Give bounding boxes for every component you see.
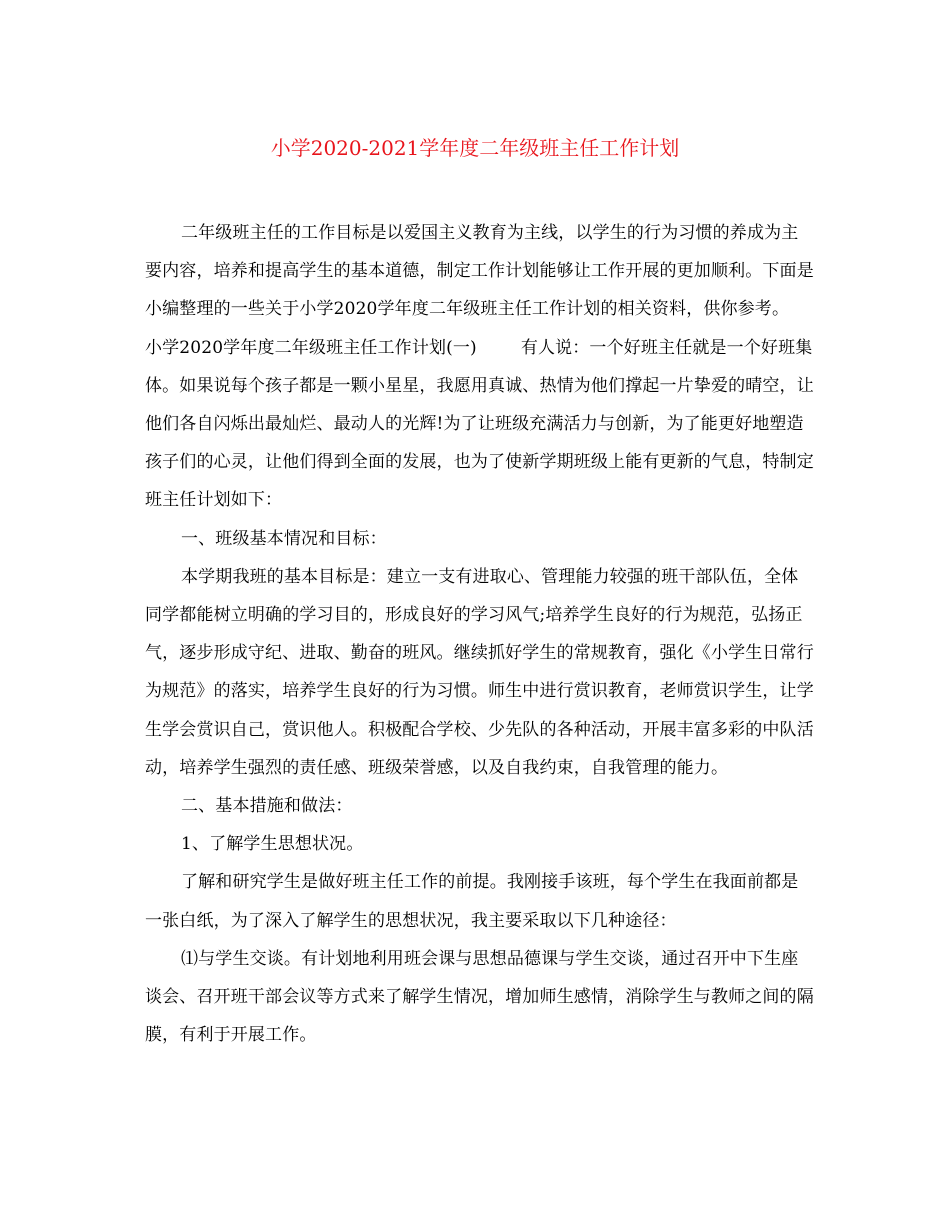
plan-intro: 有人说：一个好班主任就是一个好班集体。如果说每个孩子都是一颗小星星，我愿用真诚、热情为他们撑起一片挚爱的晴空，让他们各自闪烁出最灿烂、最动人的光辉!为了让班级充满活力与创新，为了能更好地塑造孩子们的心灵，让他们得到全面的发展，也为了使新学期班级上能有更新的气息，特制定班主任计划如下： xyxy=(145,337,814,511)
document-title: 小学2020-2021学年度二年级班主任工作计划 xyxy=(270,136,680,160)
section1-body: 本学期我班的基本目标是：建立一支有进取心、管理能力较强的班干部队伍，全体同学都能树立明确的学习目的，形成良好的学习风气;培养学生良好的行为规范，弘扬正气，逐步形成守纪、进取、勤奋的班风。继续抓好学生的常规教育，强化《小学生日常行为规范》的落实，培养学生良好的行为习惯。师生中进行赏识教育，老师赏识学生，让学生学会赏识自己，赏识他人。积极配合学校、少先队的各种活动，开展丰富多彩的中队活动，培养学生强烈的责任感、班级荣誉感，以及自我约束，自我管理的能力。 xyxy=(145,566,814,778)
item1-body: 了解和研究学生是做好班主任工作的前提。我刚接手该班，每个学生在我面前都是一张白纸，为了深入了解学生的思想状况，我主要采取以下几种途径： xyxy=(145,872,799,931)
plan-heading: 小学2020学年度二年级班主任工作计划(一) xyxy=(145,337,477,358)
section2-heading: 二、基本措施和做法： xyxy=(181,796,353,817)
item1-sub1: ⑴与学生交谈。有计划地利用班会课与思想品德课与学生交谈，通过召开中下生座谈会、召开班干部会议等方式来了解学生情况，增加师生感情，消除学生与教师之间的隔膜，有利于开展工作。 xyxy=(145,948,814,1046)
document-body xyxy=(145,214,815,1054)
plan-paragraph xyxy=(145,329,815,520)
section1-heading: 一、班级基本情况和目标： xyxy=(181,528,387,549)
item1-heading: 1、了解学生思想状况。 xyxy=(181,834,364,855)
intro-paragraph: 二年级班主任的工作目标是以爱国主义教育为主线，以学生的行为习惯的养成为主要内容，培养和提高学生的基本道德，制定工作计划能够让工作开展的更加顺利。下面是小编整理的一些关于小学2020学年度二年级班主任工作计划的相关资料，供你参考。 xyxy=(145,223,814,320)
